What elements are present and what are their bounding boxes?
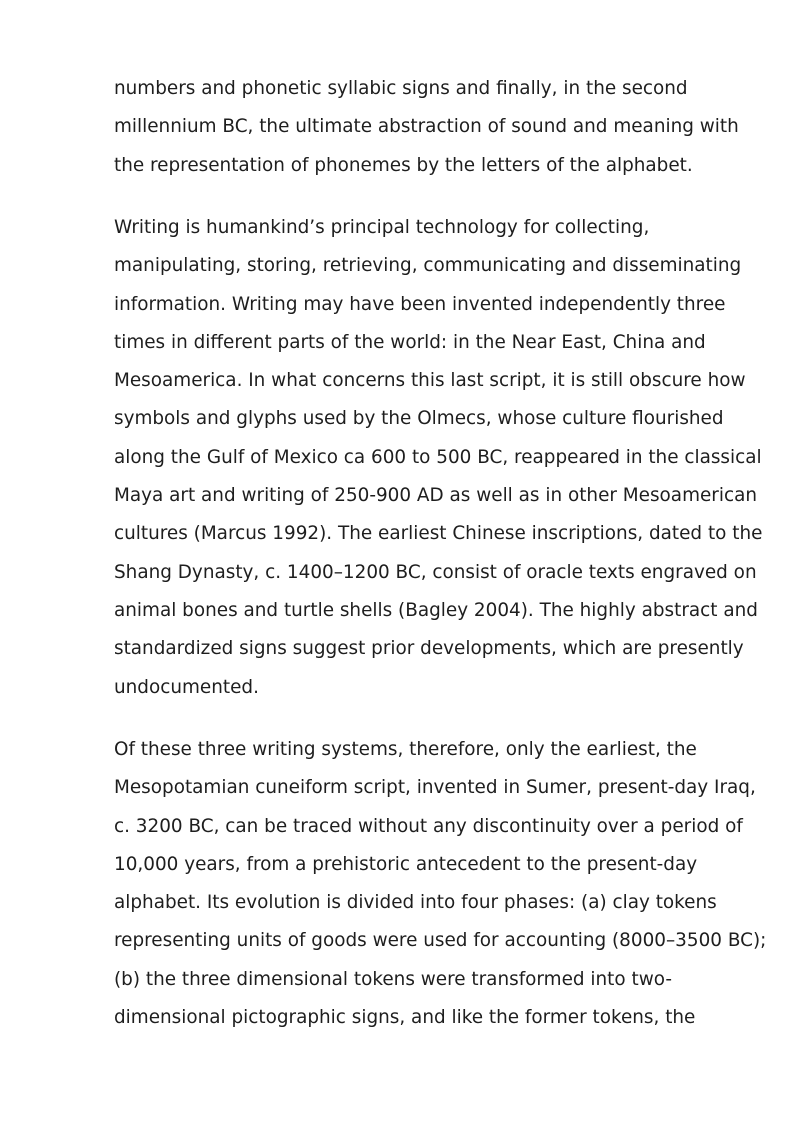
paragraph	[114, 731, 767, 1037]
text-line: Mesoamerica. In what concerns this last script, it is still obscure how	[114, 370, 746, 392]
text-line: numbers and phonetic syllabic signs and finally, in the second	[114, 78, 688, 99]
text-line: c. 3200 BC, can be traced without any discontinuity over a period of	[114, 815, 743, 837]
text-line: representing units of goods were used for accounting (8000–3500 BC);	[114, 930, 767, 952]
text-line: alphabet. Its evolution is divided into four phases: (a) clay tokens	[114, 892, 717, 914]
text-line: cultures (Marcus 1992). The earliest Chinese inscriptions, dated to the	[114, 523, 763, 545]
text-line: symbols and glyphs used by the Olmecs, whose culture flourished	[114, 408, 724, 430]
text-line: standardized signs suggest prior developments, which are presently	[114, 638, 744, 660]
text-line: information. Writing may have been invented independently three	[114, 293, 726, 315]
text-line: 10,000 years, from a prehistoric antecedent to the present-day	[114, 853, 698, 875]
text-line: the representation of phonemes by the letters of the alphabet.	[114, 154, 693, 176]
text-line: manipulating, storing, retrieving, communicating and disseminating	[114, 255, 742, 277]
text-line: Writing is humankind’s principal technology for collecting,	[114, 217, 650, 238]
text-line: undocumented.	[114, 676, 259, 698]
text-line: (b) the three dimensional tokens were transformed into two-	[114, 968, 672, 990]
paragraph	[114, 70, 744, 185]
paragraph	[114, 209, 763, 707]
text-line: millennium BC, the ultimate abstraction of sound and meaning with	[114, 116, 739, 138]
text-line: animal bones and turtle shells (Bagley 2004). The highly abstract and	[114, 599, 758, 621]
text-line: Mesopotamian cuneiform script, invented in Sumer, present-day Iraq,	[114, 777, 756, 799]
text-line: Maya art and writing of 250-900 AD as well as in other Mesoamerican	[114, 485, 758, 507]
text-line: Of these three writing systems, therefore, only the earliest, the	[114, 739, 697, 760]
text-line: along the Gulf of Mexico ca 600 to 500 BC, reappeared in the classical	[114, 446, 762, 468]
text-line: times in different parts of the world: in the Near East, China and	[114, 331, 706, 353]
text-line: Shang Dynasty, c. 1400–1200 BC, consist of oracle texts engraved on	[114, 561, 757, 583]
text-line: dimensional pictographic signs, and like the former tokens, the	[114, 1007, 696, 1029]
